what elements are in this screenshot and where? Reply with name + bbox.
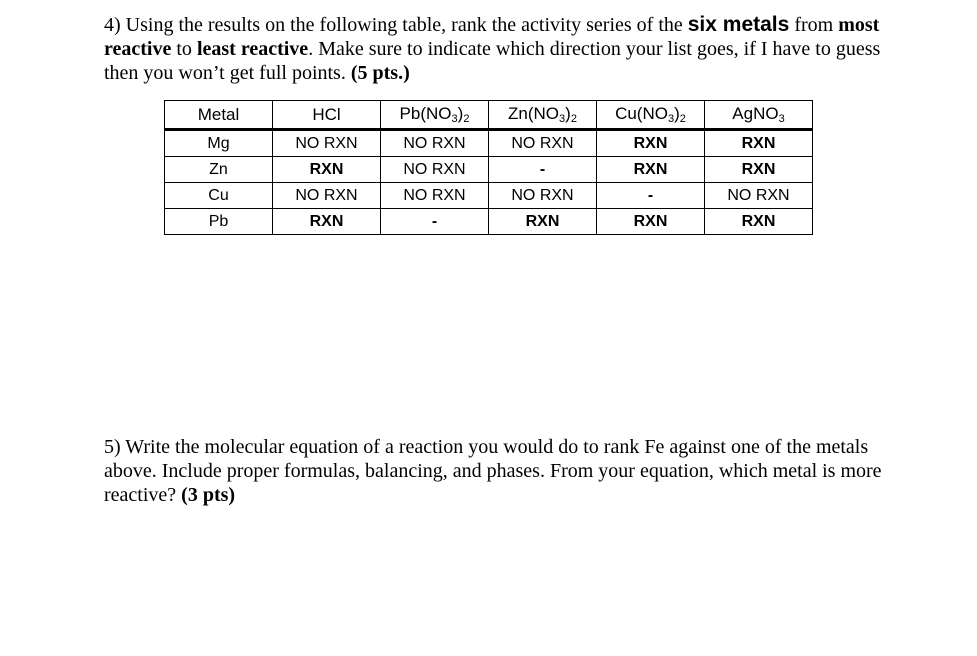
result-cell: NO RXN	[273, 183, 381, 209]
header-subscript: 3	[778, 113, 785, 125]
q4-points: (5 pts.)	[350, 62, 410, 84]
result-cell: NO RXN	[381, 157, 489, 183]
result-cell: RXN	[705, 209, 813, 235]
table-row	[165, 209, 813, 235]
q5-text: 5) Write the molecular equation of a reaction you would do to rank Fe against one of the metals above. Include proper formulas, balancing, and phases. From your equation, which metal is more reactive?	[104, 436, 882, 506]
result-cell: RXN	[489, 209, 597, 235]
reactivity-table	[164, 100, 813, 235]
result-cell: NO RXN	[489, 183, 597, 209]
column-header	[597, 101, 705, 130]
table-body	[165, 130, 813, 235]
header-text: Cu(NO	[615, 104, 668, 123]
header-text: HCl	[312, 104, 341, 124]
result-cell: NO RXN	[381, 130, 489, 157]
header-subscript: 3	[451, 113, 458, 125]
question-4	[104, 13, 904, 85]
result-cell: RXN	[597, 209, 705, 235]
result-cell: RXN	[705, 157, 813, 183]
result-cell: RXN	[273, 157, 381, 183]
result-cell: -	[597, 183, 705, 209]
result-cell: NO RXN	[489, 130, 597, 157]
table-header-row	[165, 101, 813, 130]
result-cell: NO RXN	[273, 130, 381, 157]
table-row	[165, 157, 813, 183]
header-subscript: 2	[570, 113, 577, 125]
metal-cell: Cu	[165, 183, 273, 209]
q5-points: (3 pts)	[181, 484, 236, 506]
header-subscript: 2	[679, 113, 686, 125]
header-text-tail: )$_2$	[674, 104, 686, 125]
metal-cell: Zn	[165, 157, 273, 183]
header-text-tail: )$_2$	[565, 104, 577, 125]
header-text: Pb(NO	[399, 104, 452, 123]
q4-text-7: . Make sure to indicate which direction your list goes, if I have to guess then you won’t get full points.	[104, 38, 881, 84]
q4-text-1: 4) Using the results on the following table, rank the activity series of the	[104, 14, 688, 36]
q4-least-reactive: least reactive	[196, 38, 309, 60]
result-cell: RXN	[273, 209, 381, 235]
metal-cell: Mg	[165, 130, 273, 157]
q4-text-3: from	[789, 14, 839, 36]
column-header	[489, 101, 597, 130]
q4-text-5: to	[171, 38, 197, 60]
column-header	[273, 101, 381, 130]
header-text: AgNO	[732, 104, 779, 123]
header-subscript: 3	[559, 113, 566, 125]
header-subscript: 3	[667, 113, 675, 125]
result-cell: -	[381, 209, 489, 235]
table-row	[165, 130, 813, 157]
column-header	[705, 101, 813, 130]
header-text-tail: )$_2$	[457, 104, 470, 125]
column-header	[381, 101, 489, 130]
q4-six-metals: six metals	[687, 13, 790, 36]
q4-most-reactive: most reactive	[104, 14, 880, 60]
column-header	[165, 101, 273, 130]
header-text: Zn(NO	[508, 104, 560, 123]
result-cell: RXN	[597, 130, 705, 157]
metal-cell: Pb	[165, 209, 273, 235]
result-cell: RXN	[597, 157, 705, 183]
result-cell: RXN	[705, 130, 813, 157]
header-text: Metal	[197, 104, 240, 124]
result-cell: NO RXN	[381, 183, 489, 209]
table-row	[165, 183, 813, 209]
result-cell: -	[489, 157, 597, 183]
question-5	[104, 435, 904, 507]
result-cell: NO RXN	[705, 183, 813, 209]
header-subscript: 2	[463, 113, 470, 125]
